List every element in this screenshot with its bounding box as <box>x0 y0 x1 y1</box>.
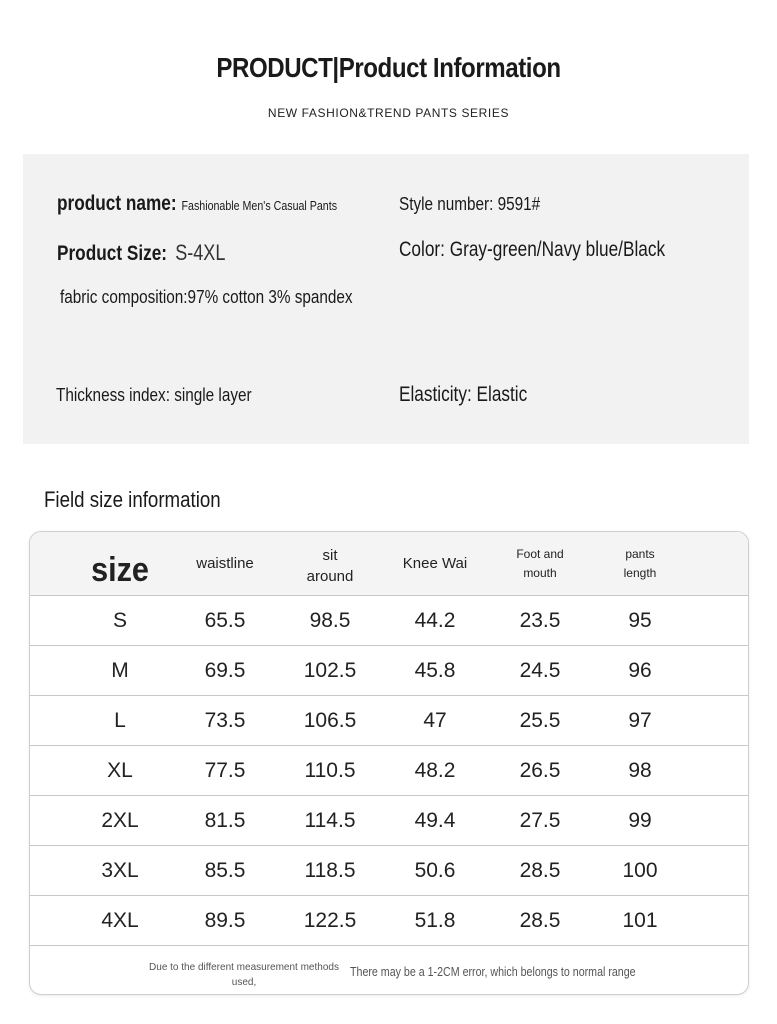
cell-size: M <box>111 658 129 682</box>
elasticity: Elasticity: Elastic <box>399 383 528 406</box>
page-subtitle: NEW FASHION&TREND PANTS SERIES <box>267 106 510 120</box>
fabric-composition: fabric composition:97% cotton 3% spandex <box>60 287 353 307</box>
size-section-title: Field size information <box>44 487 221 512</box>
product-size-value: S-4XL <box>175 240 226 265</box>
cell-foot-mouth: 28.5 <box>519 908 561 932</box>
product-info-panel <box>23 154 749 444</box>
cell-waistline: 81.5 <box>204 808 246 832</box>
header-size: size <box>91 551 149 589</box>
cell-knee: 49.4 <box>414 808 456 832</box>
cell-pants-length: 97 <box>628 708 652 732</box>
cell-size: 2XL <box>101 808 139 832</box>
cell-sit-around: 114.5 <box>304 808 356 832</box>
cell-pants-length: 98 <box>628 758 652 782</box>
header-knee: Knee Wai <box>402 555 468 572</box>
cell-sit-around: 118.5 <box>304 858 356 882</box>
table-header-row <box>30 532 748 596</box>
style-number: Style number: 9591# <box>399 194 541 214</box>
cell-waistline: 73.5 <box>204 708 246 732</box>
cell-size: XL <box>107 758 133 782</box>
cell-pants-length: 100 <box>622 858 658 882</box>
product-size <box>57 240 225 266</box>
product-name-value: Fashionable Men's Casual Pants <box>181 198 338 213</box>
measurement-note <box>30 945 748 995</box>
cell-knee: 47 <box>423 708 447 732</box>
cell-sit-around: 122.5 <box>303 908 357 932</box>
table-row <box>30 746 748 796</box>
cell-knee: 48.2 <box>414 758 456 782</box>
cell-pants-length: 101 <box>622 908 658 932</box>
measurement-note-left: Due to the different measurement methods used, <box>149 962 339 988</box>
cell-size: 3XL <box>101 858 139 882</box>
table-row <box>30 896 748 946</box>
table-row <box>30 646 748 696</box>
cell-size: L <box>114 708 126 732</box>
cell-foot-mouth: 26.5 <box>519 758 561 782</box>
cell-foot-mouth: 27.5 <box>519 808 561 832</box>
cell-waistline: 89.5 <box>204 908 246 932</box>
cell-sit-around: 102.5 <box>303 658 357 682</box>
cell-size: S <box>112 608 127 632</box>
color-options: Color: Gray-green/Navy blue/Black <box>399 238 666 261</box>
cell-waistline: 77.5 <box>204 758 246 782</box>
cell-size: 4XL <box>101 908 139 932</box>
cell-sit-around: 98.5 <box>309 608 351 632</box>
header-pants-length: pants length <box>623 546 657 580</box>
page-title: PRODUCT|Product Information <box>216 52 561 83</box>
table-row <box>30 846 748 896</box>
cell-sit-around: 110.5 <box>304 758 356 782</box>
table-row <box>30 796 748 846</box>
cell-foot-mouth: 23.5 <box>519 608 561 632</box>
table-row <box>30 696 748 746</box>
cell-waistline: 85.5 <box>204 858 246 882</box>
cell-foot-mouth: 24.5 <box>519 658 561 682</box>
cell-foot-mouth: 25.5 <box>519 708 561 732</box>
cell-pants-length: 96 <box>628 658 652 682</box>
product-size-label: Product Size: <box>57 242 168 265</box>
table-row <box>30 596 748 646</box>
cell-sit-around: 106.5 <box>303 708 357 732</box>
cell-waistline: 65.5 <box>204 608 246 632</box>
cell-waistline: 69.5 <box>204 658 246 682</box>
product-name <box>57 192 337 216</box>
cell-knee: 45.8 <box>414 658 456 682</box>
measurement-note-right: There may be a 1-2CM error, which belongs to normal range <box>350 964 636 979</box>
cell-foot-mouth: 28.5 <box>519 858 561 882</box>
thickness-index: Thickness index: single layer <box>56 385 252 405</box>
cell-pants-length: 95 <box>628 608 652 632</box>
size-table <box>29 531 749 995</box>
cell-knee: 50.6 <box>414 858 456 882</box>
header-sit-around: sit around <box>306 546 354 585</box>
product-name-label: product name: <box>57 192 177 215</box>
header-foot-mouth: Foot and mouth <box>516 546 564 580</box>
cell-knee: 44.2 <box>414 608 456 632</box>
cell-knee: 51.8 <box>414 908 456 932</box>
header-waistline: waistline <box>196 555 254 572</box>
cell-pants-length: 99 <box>628 808 652 832</box>
